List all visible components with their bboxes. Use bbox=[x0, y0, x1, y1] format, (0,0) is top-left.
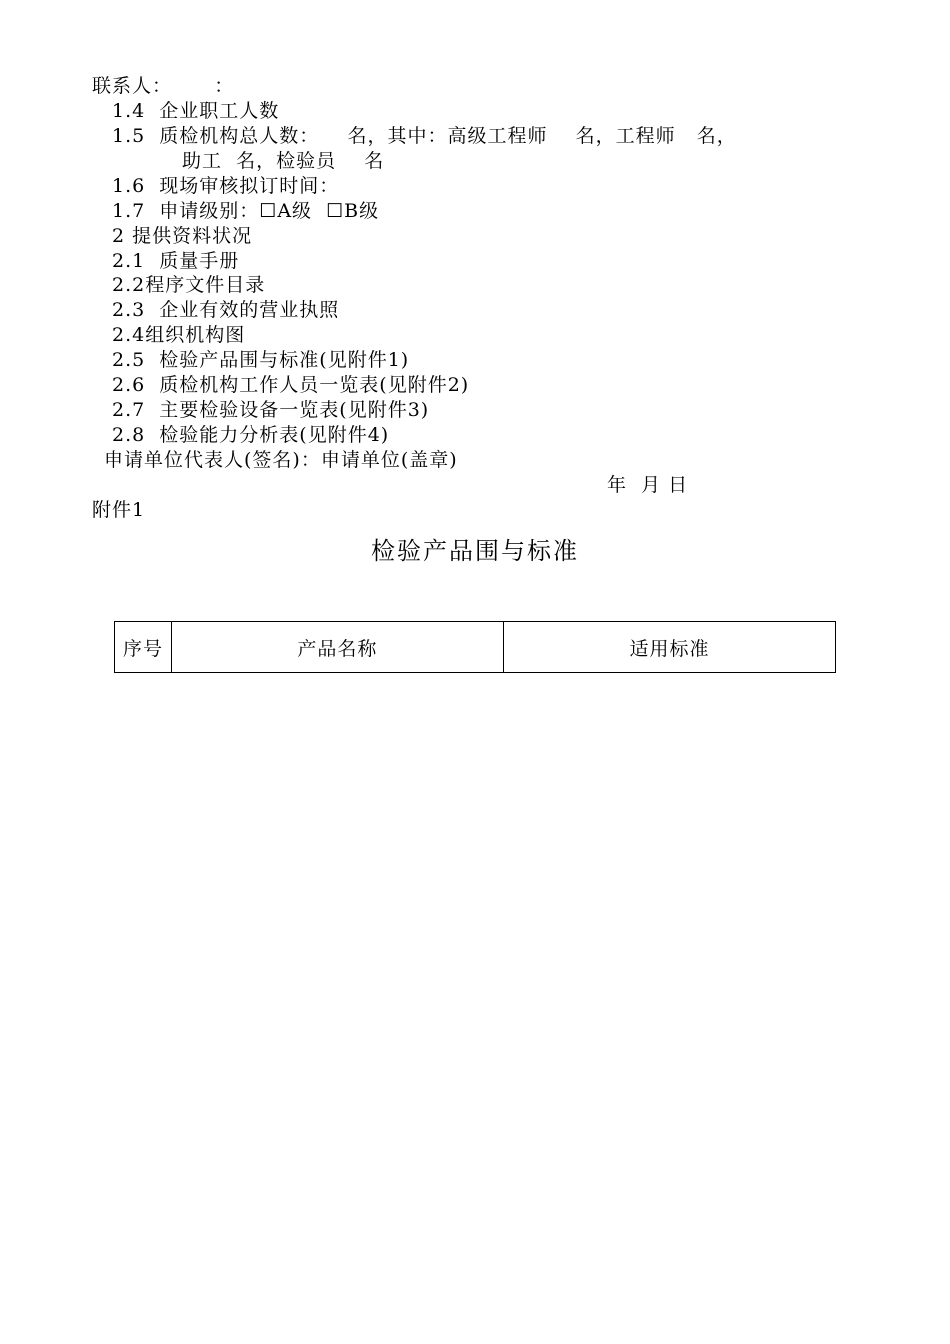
table-header-row bbox=[115, 622, 836, 673]
contact-line: 联系人： ： bbox=[92, 75, 235, 97]
item-2-1: 2.1 质量手册 bbox=[112, 250, 240, 272]
item-2-7: 2.7 主要检验设备一览表(见附件3) bbox=[112, 399, 430, 421]
item-1-6: 1.6 现场审核拟订时间： bbox=[112, 175, 340, 197]
item-2-4: 2.4组织机构图 bbox=[112, 324, 246, 346]
header-standard: 适用标准 bbox=[503, 622, 835, 673]
signature-line: 申请单位代表人(签名)：申请单位(盖章) bbox=[104, 449, 458, 471]
item-1-4: 1.4 企业职工人数 bbox=[112, 100, 280, 122]
standards-table bbox=[114, 621, 836, 673]
item-1-7: 1.7 申请级别：☐A级 ☐B级 bbox=[112, 200, 380, 222]
attachment-title: 检验产品围与标准 bbox=[371, 537, 579, 565]
item-2-8: 2.8 检验能力分析表(见附件4) bbox=[112, 424, 390, 446]
item-2-3: 2.3 企业有效的营业执照 bbox=[112, 299, 340, 321]
header-product-name: 产品名称 bbox=[171, 622, 503, 673]
date-line: 年 月 日 bbox=[607, 474, 689, 496]
item-2-5: 2.5 检验产品围与标准(见附件1) bbox=[112, 349, 410, 371]
item-2-2: 2.2程序文件目录 bbox=[112, 274, 266, 296]
attachment-label: 附件1 bbox=[92, 499, 146, 521]
item-2-6: 2.6 质检机构工作人员一览表(见附件2) bbox=[112, 374, 470, 396]
item-1-5-continued: 助工 名，检验员 名 bbox=[182, 150, 385, 172]
header-seq: 序号 bbox=[115, 622, 172, 673]
item-1-5: 1.5 质检机构总人数： 名，其中：高级工程师 名，工程师 名， bbox=[112, 125, 737, 147]
item-2: 2 提供资料状况 bbox=[112, 225, 253, 247]
